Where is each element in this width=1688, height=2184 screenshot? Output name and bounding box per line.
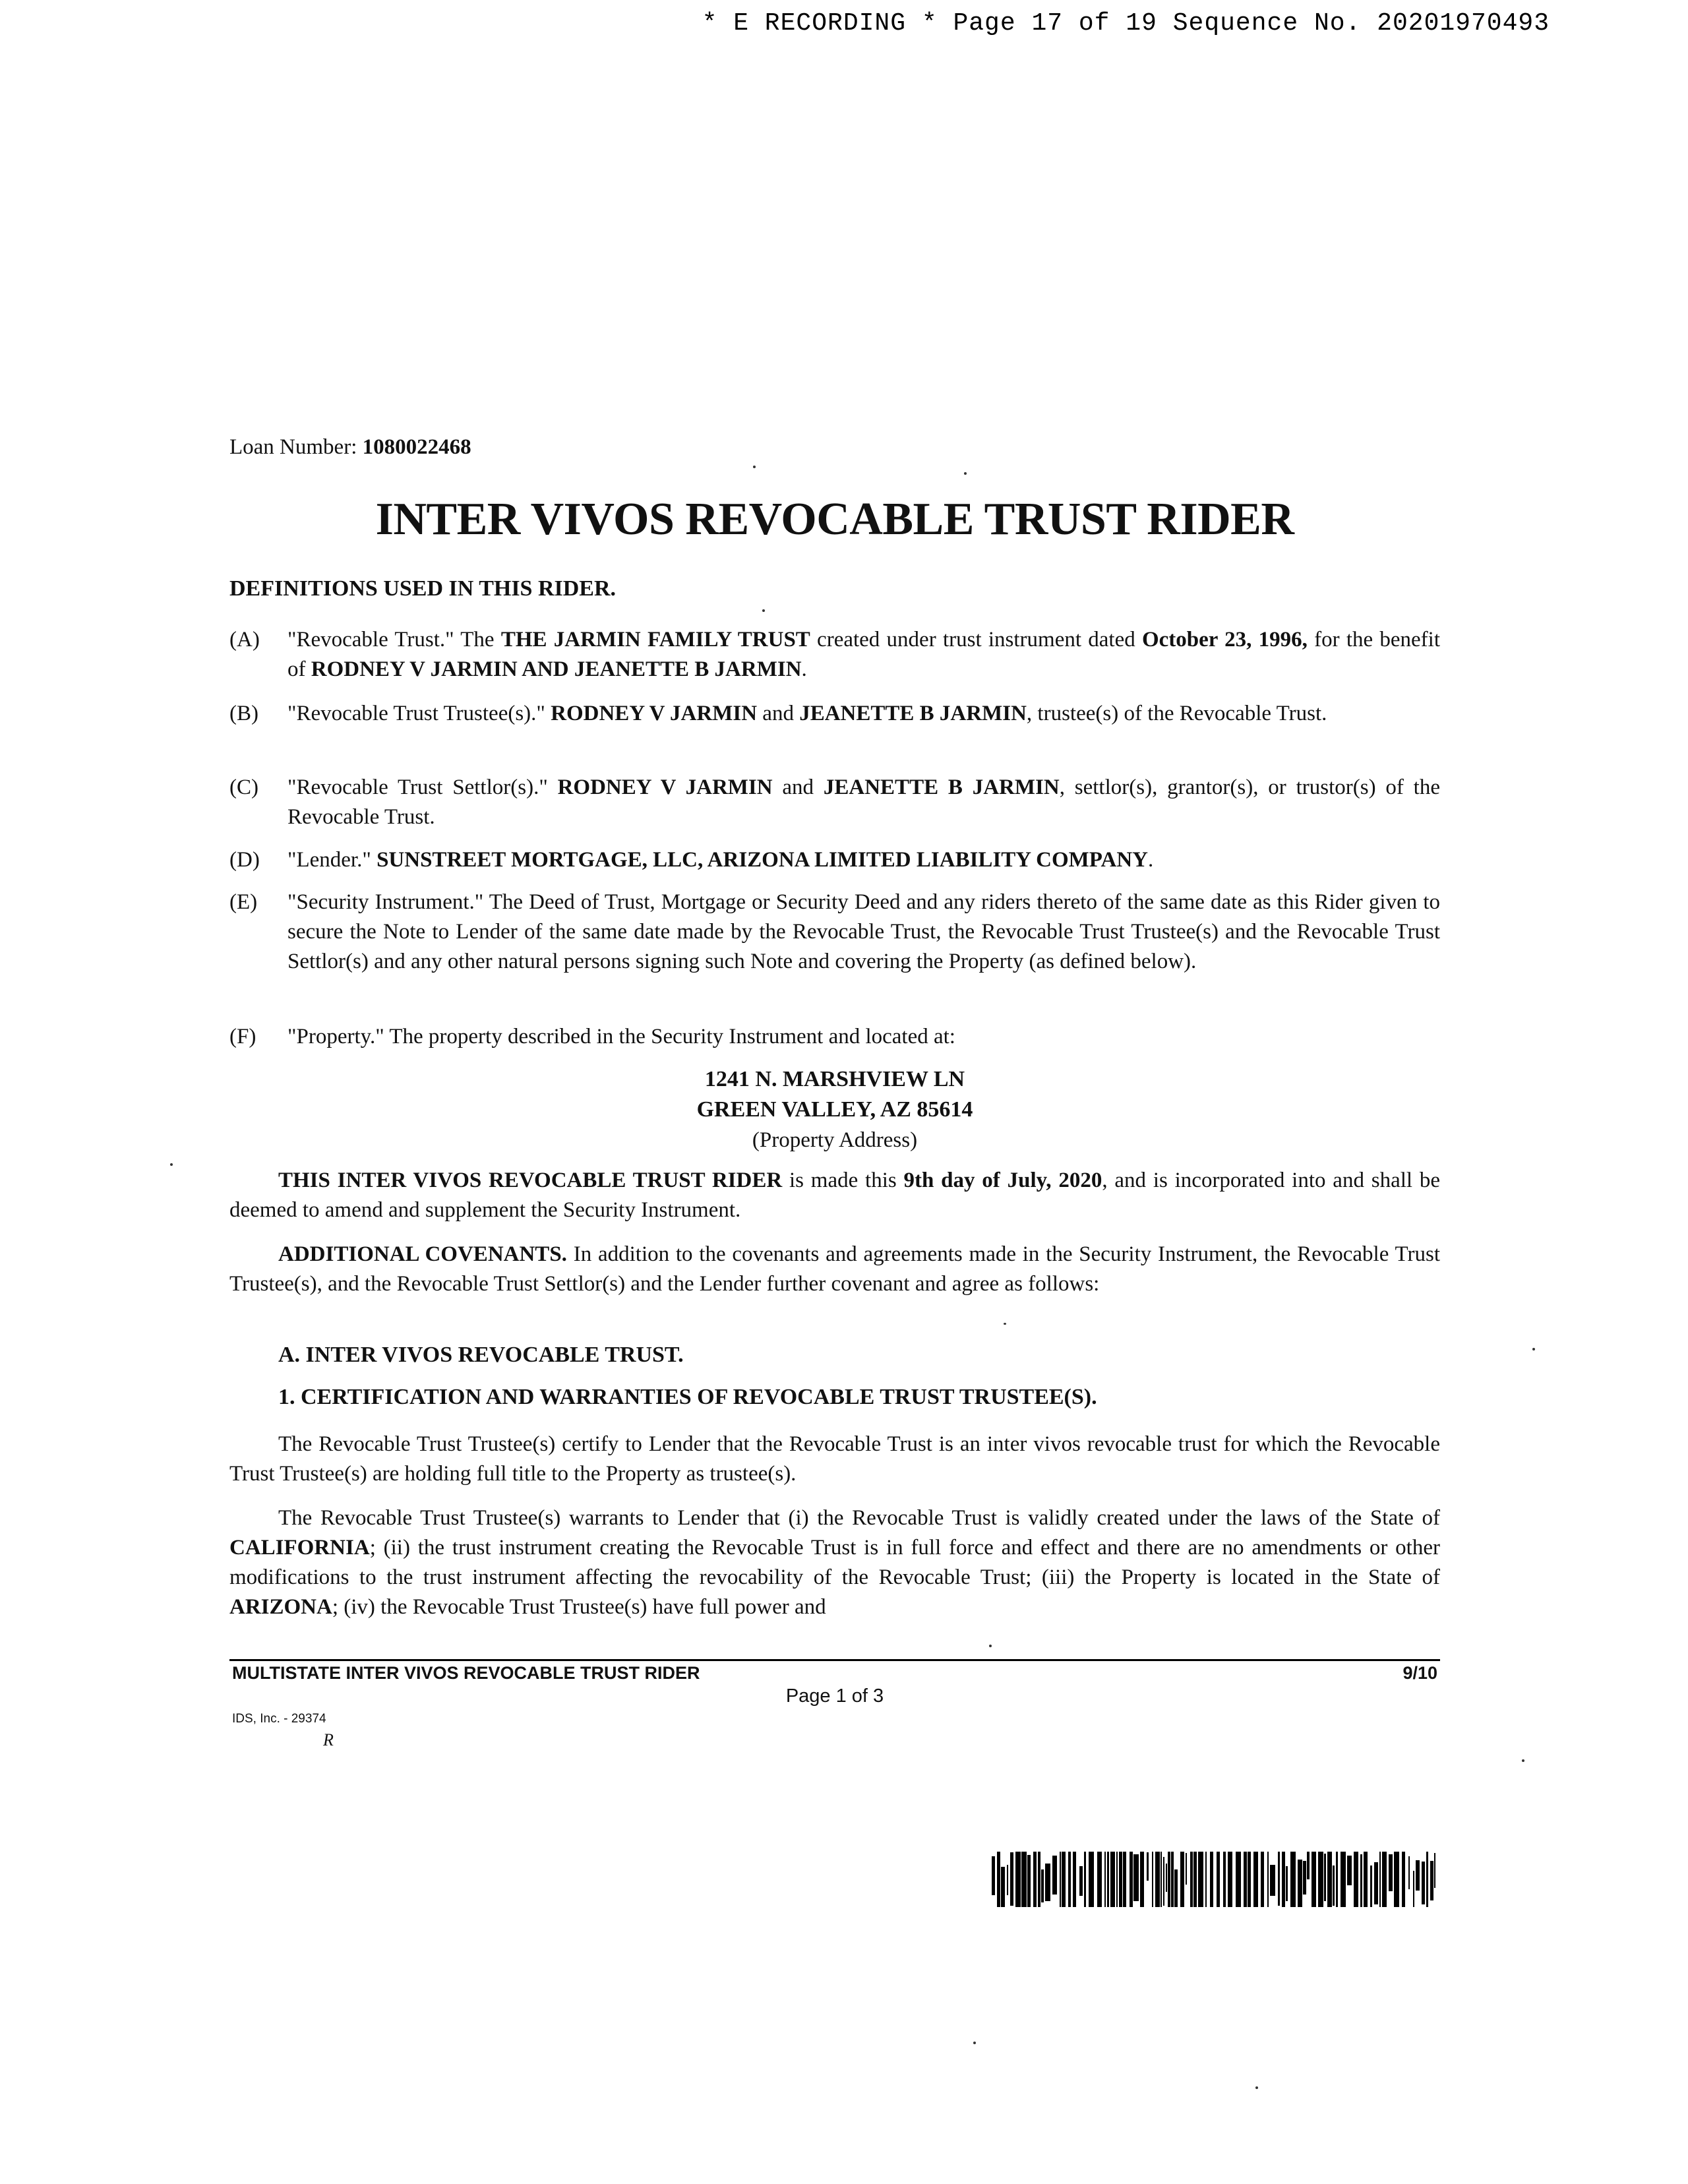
- definition-c-text: "Revocable Trust Settlor(s)." RODNEY V JARMIN and JEANETTE B JARMIN, settlor(s), grantor(s), or trustor(s) of the Revocable Trust.: [287, 775, 1440, 829]
- definition-d-text: "Lender." SUNSTREET MORTGAGE, LLC, ARIZONA LIMITED LIABILITY COMPANY.: [287, 848, 1154, 872]
- definition-a-text: "Revocable Trust." The THE JARMIN FAMILY TRUST created under trust instrument dated October 23, 1996, for the benefit of RODNEY V JARMIN AND JEANETTE B JARMIN.: [287, 628, 1441, 681]
- section-a-heading: A. INTER VIVOS REVOCABLE TRUST.: [278, 1343, 684, 1367]
- definition-d-label: (D): [229, 848, 260, 872]
- scan-speck: [1004, 1323, 1006, 1325]
- definition-b-text: "Revocable Trust Trustee(s)." RODNEY V JARMIN and JEANETTE B JARMIN, trustee(s) of the Revocable Trust.: [287, 702, 1327, 725]
- definition-e-text: "Security Instrument." The Deed of Trust, Mortgage or Security Deed and any riders thereto of the same date as this Rider given to secure the Note to Lender of the same date made by the Revocable Trust, the Revocable Trust Trustee(s) and the Revocable Trust Settlor(s) and any other natural persons signing such Note and covering the Property (as defined below).: [287, 890, 1440, 973]
- property-address: [229, 1064, 1440, 1155]
- definition-f: [229, 1022, 1440, 1052]
- definition-e: [229, 888, 1440, 977]
- scan-speck: [753, 466, 756, 468]
- definition-f-label: (F): [229, 1025, 256, 1048]
- covenants-paragraph: ADDITIONAL COVENANTS. In addition to the covenants and agreements made in the Security Instrument, the Revocable Trust Trustee(s), and the Revocable Trust Settlor(s) and the Lender further covenant and agree as follows:: [229, 1242, 1440, 1296]
- footer-ids-code: IDS, Inc. - 29374: [232, 1712, 326, 1726]
- scan-speck: [973, 2042, 976, 2044]
- scan-speck: [1532, 1348, 1535, 1350]
- address-line-2: GREEN VALLEY, AZ 85614: [696, 1097, 973, 1122]
- definition-a: [229, 625, 1440, 684]
- definition-c: [229, 773, 1440, 832]
- definition-c-label: (C): [229, 775, 258, 799]
- address-line-1: 1241 N. MARSHVIEW LN: [704, 1067, 965, 1091]
- scan-speck: [170, 1163, 173, 1166]
- definitions-heading: DEFINITIONS USED IN THIS RIDER.: [229, 576, 617, 601]
- scan-speck: [989, 1645, 992, 1647]
- initials-mark: R: [323, 1730, 334, 1749]
- section-1-heading: 1. CERTIFICATION AND WARRANTIES OF REVOCABLE TRUST TRUSTEE(S).: [278, 1385, 1097, 1409]
- document-title: INTER VIVOS REVOCABLE TRUST RIDER: [375, 494, 1294, 545]
- scan-speck: [1522, 1759, 1524, 1762]
- scan-speck: [964, 472, 967, 475]
- scan-speck: [1255, 2086, 1258, 2089]
- loan-number-label: Loan Number:: [229, 435, 357, 459]
- definition-a-label: (A): [229, 628, 260, 652]
- scan-speck: [762, 609, 765, 612]
- definition-b: [229, 699, 1440, 729]
- address-caption: (Property Address): [752, 1128, 918, 1152]
- footer-page-number: Page 1 of 3: [785, 1685, 884, 1707]
- definition-f-text: "Property." The property described in the Security Instrument and located at:: [287, 1025, 955, 1048]
- warrants-paragraph: The Revocable Trust Trustee(s) warrants to Lender that (i) the Revocable Trust is validly created under the laws of the State of CALIFORNIA; (ii) the trust instrument creating the Revocable Trust is in full force and effect and there are no amendments or other modifications to the trust instrument affecting the revocability of the Revocable Trust; (iii) the Property is located in the State of ARIZONA; (iv) the Revocable Trust Trustee(s) have full power and: [229, 1506, 1440, 1619]
- footer-rule: [229, 1659, 1440, 1661]
- recording-header: * E RECORDING * Page 17 of 19 Sequence No. 20201970493: [702, 9, 1550, 38]
- definition-e-label: (E): [229, 890, 258, 914]
- loan-number-value: 1080022468: [362, 435, 471, 459]
- footer-form-title: MULTISTATE INTER VIVOS REVOCABLE TRUST RIDER: [232, 1663, 700, 1683]
- loan-number-line: [229, 435, 471, 460]
- definition-d: [229, 845, 1440, 875]
- footer-version: 9/10: [1402, 1663, 1437, 1683]
- definition-b-label: (B): [229, 702, 258, 725]
- intro-paragraph: THIS INTER VIVOS REVOCABLE TRUST RIDER is made this 9th day of July, 2020, and is incorporated into and shall be deemed to amend and supplement the Security Instrument.: [229, 1168, 1441, 1222]
- certify-paragraph: The Revocable Trust Trustee(s) certify to Lender that the Revocable Trust is an inter vivos revocable trust for which the Revocable Trust Trustee(s) are holding full title to the Property as trustee(s).: [229, 1432, 1440, 1486]
- barcode-image: [992, 1852, 1437, 1907]
